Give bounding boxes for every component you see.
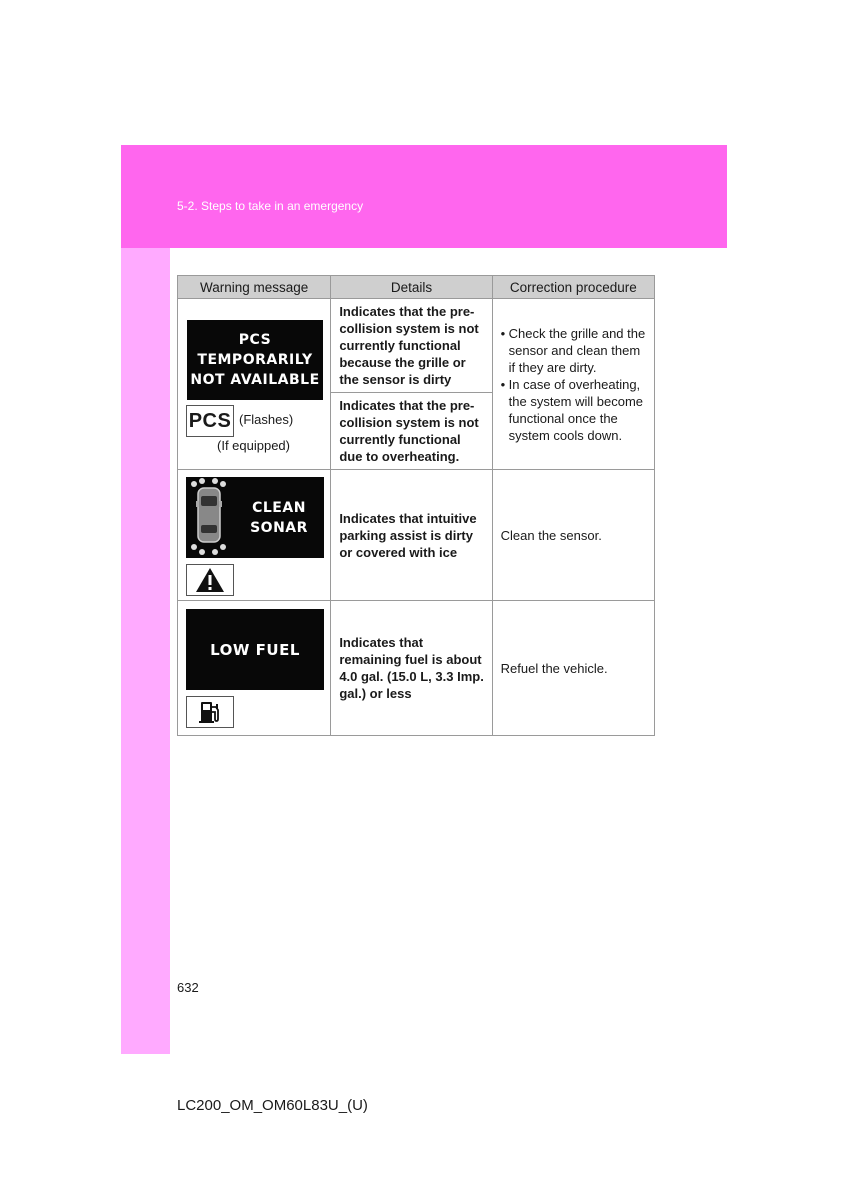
clean-sonar-line1: CLEAN <box>252 499 306 516</box>
correction-item: • In case of overheating, the system will become functional once the system cools down. <box>501 376 650 444</box>
warning-triangle-icon <box>186 564 234 596</box>
correction-cell: Refuel the vehicle. <box>492 601 654 736</box>
side-bar <box>121 248 170 1054</box>
warning-message-cell <box>178 299 331 470</box>
low-fuel-display <box>186 609 324 690</box>
fuel-pump-icon <box>186 696 234 728</box>
clean-sonar-display <box>186 477 324 558</box>
warning-message-cell <box>178 601 331 736</box>
pcs-indicator-label: PCS <box>188 409 232 432</box>
low-fuel-text: LOW FUEL <box>210 640 300 659</box>
car-sensor-icon <box>186 477 234 558</box>
warning-table <box>177 275 655 736</box>
details-cell: Indicates that the pre-collision system is not currently functional due to overheating. <box>331 393 492 470</box>
column-header-correction: Correction procedure <box>492 276 654 299</box>
pcs-display-line1: PCS TEMPORARILY <box>197 332 313 368</box>
column-header-details: Details <box>331 276 492 299</box>
pcs-display <box>187 320 323 400</box>
correction-item: • Check the grille and the sensor and clean them if they are dirty. <box>501 325 650 376</box>
table-row <box>178 470 655 601</box>
correction-cell <box>492 299 654 470</box>
table-row <box>178 601 655 736</box>
pcs-indicator-icon <box>186 405 234 437</box>
clean-sonar-line2: SONAR <box>250 519 308 536</box>
pcs-display-line2: NOT AVAILABLE <box>190 372 320 388</box>
if-equipped-note: (If equipped) <box>217 438 290 453</box>
correction-list <box>501 325 650 444</box>
document-code: LC200_OM_OM60L83U_(U) <box>177 1097 368 1114</box>
column-header-warning-message: Warning message <box>178 276 331 299</box>
page-number: 632 <box>177 980 199 995</box>
details-cell: Indicates that intuitive parking assist is dirty or covered with ice <box>331 470 492 601</box>
header-band <box>121 145 727 248</box>
table-row <box>178 299 655 393</box>
warning-message-cell <box>178 470 331 601</box>
details-cell: Indicates that the pre-collision system is not currently functional because the grille or the sensor is dirty <box>331 299 492 393</box>
details-cell: Indicates that remaining fuel is about 4.0 gal. (15.0 L, 3.3 Imp. gal.) or less <box>331 601 492 736</box>
section-title: 5-2. Steps to take in an emergency <box>177 199 364 213</box>
table-header-row <box>178 276 655 299</box>
correction-cell: Clean the sensor. <box>492 470 654 601</box>
flashes-note: (Flashes) <box>239 412 294 427</box>
